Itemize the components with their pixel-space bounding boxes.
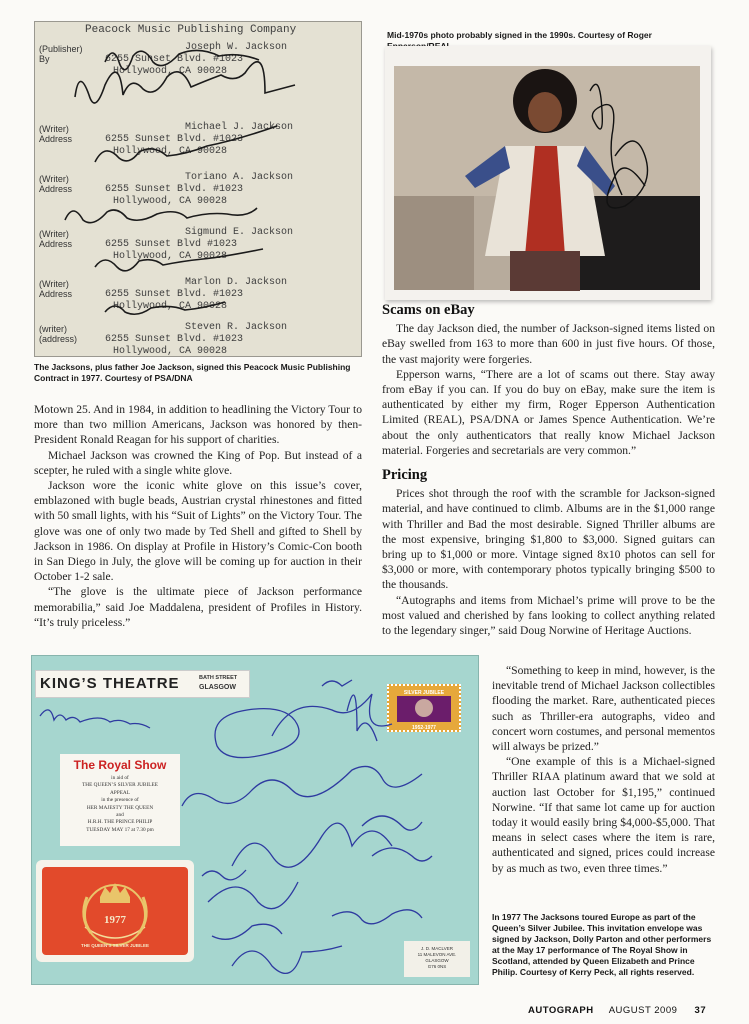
contract-row-name: Sigmund E. Jackson — [185, 227, 294, 238]
pricing-paragraph: “Something to keep in mind, however, is the inevitable trend of Michael Jackson collectibles flooding the market. Rare, authenticated pieces such as Thriller-era autographs, video and concert worn costumes, and personal mementos will always be prized.” — [492, 664, 715, 754]
photo-caption: Mid-1970s photo probably signed in the 1990s. Courtesy of Roger — [387, 30, 652, 40]
contract-row-label: (Publisher) By — [39, 44, 83, 64]
contract-row-city: Hollywood, CA 90028 — [113, 251, 228, 262]
envelope-signatures — [32, 656, 479, 985]
contract-row-address: 6255 Sunset Blvd. #1023 — [105, 134, 244, 145]
contract-image — [34, 21, 362, 357]
emblem-text: THE QUEEN’S SILVER JUBILEE — [81, 943, 149, 948]
contract-row-city: Hollywood, CA 90028 — [113, 196, 228, 207]
theatre-name: KING’S THEATRE — [40, 675, 180, 692]
contract-row-label: (Writer) Address — [39, 229, 73, 249]
contract-row-address: 6255 Sunset Blvd #1023 — [105, 239, 238, 250]
left-paragraph: Michael Jackson was crowned the King of Pop. But instead of a scepter, he ruled with a single white glove. — [34, 448, 362, 477]
royal-show-line: TUESDAY MAY 17 at 7.30 pm — [86, 826, 154, 833]
footer-magazine: AUTOGRAPH — [528, 1005, 594, 1016]
pricing-heading: Pricing — [382, 467, 428, 484]
narrow-column-text — [492, 663, 715, 876]
contract-row-address: 6255 Sunset Blvd. #1023 — [105, 54, 244, 65]
signed-photo — [385, 46, 711, 300]
contract-row-city: Hollywood, CA 90028 — [113, 66, 228, 77]
contract-caption: The Jacksons, plus father Joe Jackson, signed this Peacock Music Publishing Contract in 1977. Courtesy of PSA/DNA — [34, 362, 351, 383]
envelope-caption: In 1977 The Jacksons toured Europe as part of the Queen’s Silver Jubilee. This invitation envelope was signed by Jackson, Dolly Parton and other performers at the May 17 performance of The Royal Show in Scotland, attended by Queen Elizabeth and Prince Philip. Courtesy of Kerry Peck, all rights reserved. — [492, 912, 712, 977]
emblem-year: 1977 — [104, 914, 126, 926]
scams-heading: Scams on eBay — [382, 302, 475, 318]
contract-company: Peacock Music Publishing Company — [85, 24, 297, 36]
contract-row-name: Michael J. Jackson — [185, 122, 294, 133]
left-paragraph: Jackson wore the iconic white glove on this issue’s cover, emblazoned with bugle beads, Austrian crystal rhinestones and fitted with 50 small lights, with his “Suit of Lights” on the Victory Tour. The glove was one of only two made by Ted Shell and gifted to Shell by Jackson in 1986. On display at Profile in History’s Comic-Con booth in San Diego in July, the glove will be coming up for auction in their October 1-2 sale. — [34, 479, 362, 584]
royal-show-line: THE QUEEN’S SILVER JUBILEE — [82, 782, 158, 789]
pricing-paragraph: “Autographs and items from Michael’s prime will prove to be the most valued and cherished by fans looking to collect anything related to the legendary singer,” said Doug Norwine of Heritage Auctions. — [382, 593, 715, 638]
page-footer — [528, 1005, 706, 1016]
stamp-text: SILVER JUBILEE — [403, 690, 445, 696]
right-column-text — [382, 303, 715, 638]
contract-row-name: Toriano A. Jackson — [185, 172, 294, 183]
left-column-text — [34, 402, 362, 630]
pricing-paragraph: “One example of this is a Michael-signed Thriller RIAA platinum award that we sold at auction last October for $1,195,” continued Norwine. “If that same lot came up for auction today it would easily bring $4,000-$5,000. That means in select cases where the item is rare, authenticated and signed, prices could increase by as much as two, even three times.” — [492, 755, 715, 875]
contract-row-label: (writer) (address) — [39, 324, 78, 344]
contract-row-name: Marlon D. Jackson — [185, 277, 288, 288]
footer-page-number: 37 — [694, 1005, 707, 1016]
contract-row-label: (Writer) Address — [39, 174, 73, 194]
contract-row-label: (Writer) Address — [39, 124, 73, 144]
contract-row-city: Hollywood, CA 90028 — [113, 301, 228, 312]
left-paragraph: “The glove is the ultimate piece of Jackson performance memorabilia,” said Joe Maddalena, president of Profiles in History. “It’s truly priceless.” — [34, 585, 362, 629]
contract-row-address: 6255 Sunset Blvd. #1023 — [105, 184, 244, 195]
royal-show-line: HER MAJESTY THE QUEEN — [86, 804, 154, 811]
royal-show-line: APPEAL — [109, 789, 130, 796]
left-paragraph: Motown 25. And in 1984, in addition to headlining the Victory Tour to more than two million Americans, Jackson was honored by then-President Ronald Reagan for his support of charities. — [34, 403, 362, 447]
contract-signatures — [35, 22, 362, 357]
contract-row-city: Hollywood, CA 90028 — [113, 146, 228, 157]
envelope-image — [31, 655, 479, 985]
royal-show-title: The Royal Show — [73, 758, 167, 772]
footer-issue: AUGUST 2009 — [608, 1005, 678, 1016]
royal-show-line: and — [116, 812, 124, 819]
address-label-line: G76 0NS — [427, 964, 447, 969]
theatre-city: GLASGOW — [199, 684, 236, 691]
address-label-line: 11 MALEVON AVE. — [417, 952, 457, 957]
address-label-line: GLASGOW — [425, 958, 449, 963]
theatre-street: BATH STREET — [199, 675, 238, 681]
contract-row-address: 6255 Sunset Blvd. #1023 — [105, 334, 244, 345]
royal-show-line: H.R.H. THE PRINCE PHILIP — [87, 819, 153, 826]
address-label-line: J. D. MACLVER — [421, 946, 453, 951]
stamp-years: 1952-1977 — [412, 725, 436, 730]
pricing-paragraph: Prices shot through the roof with the scramble for Jackson-signed material, and have continued to climb. Albums are in the $1,000 range with Thriller and Bad the most desirable. Signed Thriller albums are the most expensive, bringing $1,800 to $3,000. Signed guitars can bring up to $1,000 or more. Vintage signed 8x10 photos can sell for $3,000 or more, with contemporary photos typically bringing $500 to the thousands. — [382, 487, 715, 592]
contract-row-city: Hollywood, CA 90028 — [113, 346, 228, 357]
contract-row-name: Steven R. Jackson — [185, 322, 288, 333]
contract-row-label: (Writer) Address — [39, 279, 73, 299]
contract-row-address: 6255 Sunset Blvd. #1023 — [105, 289, 244, 300]
royal-show-line: in aid of — [111, 775, 129, 781]
scams-paragraph: Epperson warns, “There are a lot of scams out there. Stay away from eBay if you can. If you do buy on eBay, make sure the item is authenticated by either my firm, Roger Epperson Authentication Limited (REAL), PSA/DNA or James Spence Authentication. We’re about the only authenticators that really know Michael Jackson material. Forgeries and secretarials are very common.” — [382, 367, 715, 457]
contract-row-name: Joseph W. Jackson — [185, 42, 288, 53]
photo-image — [385, 46, 711, 300]
scams-paragraph: The day Jackson died, the number of Jackson-signed items listed on eBay swelled from 163 to more than 600 in just five hours. Of those, the vast majority were forgeries. — [382, 322, 715, 366]
royal-show-line: in the presence of — [101, 797, 139, 804]
